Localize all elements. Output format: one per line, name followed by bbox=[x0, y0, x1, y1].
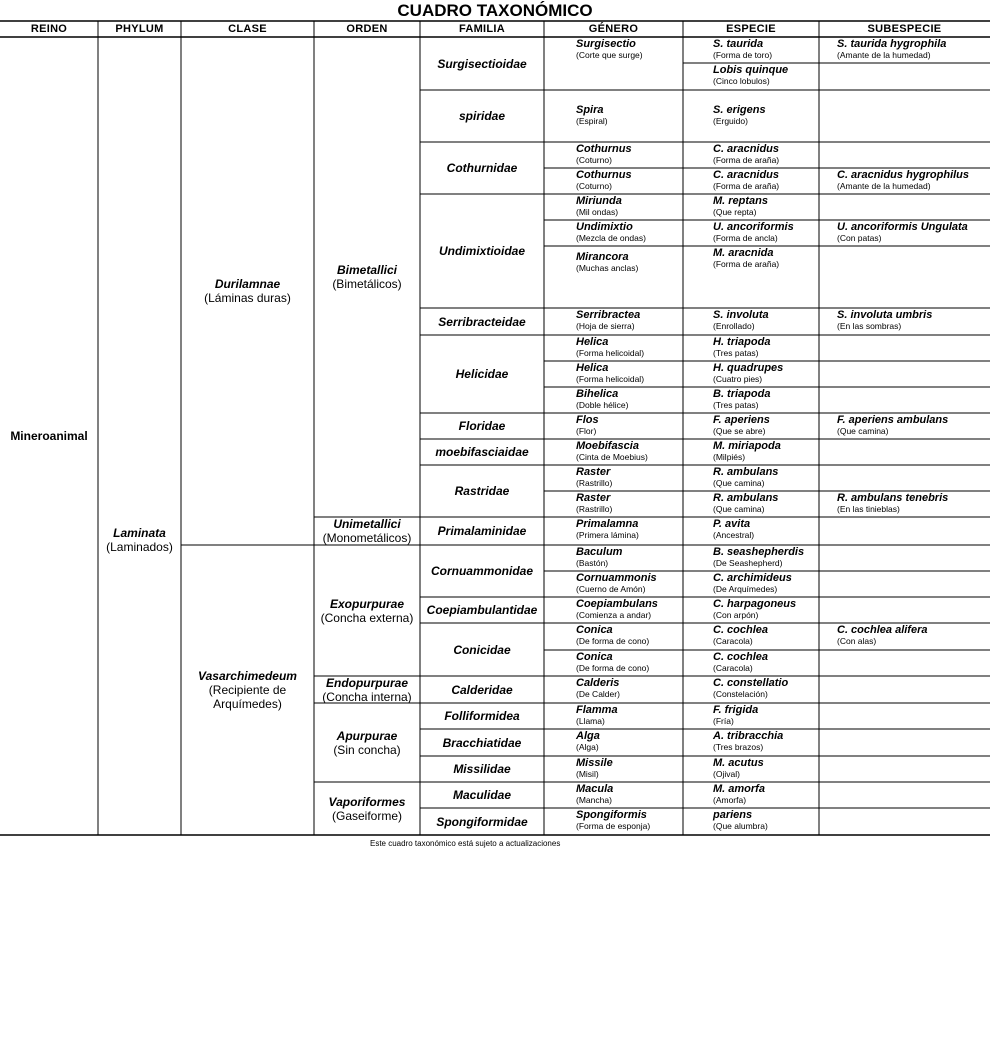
genero-cell bbox=[572, 676, 683, 703]
genero-cell bbox=[572, 168, 683, 194]
especie-sub: (Que camina) bbox=[713, 504, 765, 514]
genero-cell bbox=[572, 729, 683, 756]
especie-cell bbox=[709, 63, 819, 90]
genero-name: Raster bbox=[576, 466, 611, 478]
especie-sub: (Cuatro pies) bbox=[713, 374, 763, 384]
subespecie-sub: (Que camina) bbox=[837, 426, 889, 436]
genero-sub: (Mil ondas) bbox=[576, 207, 619, 217]
genero-name: Calderis bbox=[576, 677, 620, 689]
especie-cell bbox=[709, 220, 819, 246]
orden-unimetallici bbox=[314, 517, 420, 545]
familia-cell: Bracchiatidae bbox=[442, 735, 522, 750]
genero-sub: (Rastrillo) bbox=[576, 504, 613, 514]
reino-cell bbox=[0, 37, 98, 835]
footer-note: Este cuadro taxonómico está sujeto a actualizaciones bbox=[370, 839, 561, 848]
especie-name: B. seashepherdis bbox=[713, 546, 805, 558]
especie-sub: (Tres patas) bbox=[713, 400, 759, 410]
phylum-name: Laminata bbox=[113, 526, 166, 540]
orden-name: Exopurpurae bbox=[329, 596, 404, 611]
especie-sub: (Constelación) bbox=[713, 689, 768, 699]
genero-cell bbox=[572, 194, 683, 220]
especie-cell bbox=[709, 597, 819, 623]
genero-cell bbox=[572, 387, 683, 413]
orden-name: Apurpurae bbox=[336, 728, 398, 743]
especie-sub: (Forma de araña) bbox=[713, 181, 780, 191]
orden-sub: (Sin concha) bbox=[333, 742, 401, 757]
familia-cell: Cornuammonidae bbox=[430, 564, 533, 578]
genero-cell bbox=[572, 782, 683, 808]
especie-cell bbox=[709, 387, 819, 413]
especie-cell bbox=[709, 491, 819, 517]
orden-sub: (Concha interna) bbox=[322, 689, 412, 704]
genero-sub: (Misil) bbox=[576, 769, 599, 779]
subespecie-sub: (Con patas) bbox=[837, 233, 882, 243]
clase-sub: (Recipiente de Arquímedes) bbox=[208, 683, 287, 711]
especie-name: M. amorfa bbox=[713, 783, 765, 795]
familia-cell: Cothurnidae bbox=[446, 161, 518, 175]
genero-name: Flamma bbox=[576, 704, 618, 716]
genero-name: Helica bbox=[576, 336, 609, 348]
especie-sub: (Forma de ancla) bbox=[713, 233, 778, 243]
especie-cell bbox=[709, 545, 819, 571]
familia-cell: Folliformidea bbox=[444, 709, 520, 723]
header-phylum: PHYLUM bbox=[115, 23, 164, 35]
orden-endopurpurae bbox=[314, 676, 420, 703]
especie-cell bbox=[709, 308, 819, 335]
especie-name: C. cochlea bbox=[713, 624, 769, 636]
especie-sub: (De Arquímedes) bbox=[713, 584, 778, 594]
subespecie-name: U. ancoriformis Ungulata bbox=[837, 221, 968, 233]
genero-name: Coepiambulans bbox=[576, 598, 658, 610]
especie-name: B. triapoda bbox=[713, 388, 771, 400]
familia-cell: Conicidae bbox=[453, 642, 511, 657]
especie-sub: (Que se abre) bbox=[713, 426, 766, 436]
genero-sub: (Cuerno de Amón) bbox=[576, 584, 646, 594]
clase-durilamnae bbox=[181, 37, 314, 545]
subespecie-cell bbox=[833, 413, 990, 439]
clase-name: Durilamnae bbox=[214, 277, 281, 291]
subespecie-cell bbox=[833, 168, 990, 194]
especie-sub: (Tres brazos) bbox=[713, 742, 764, 752]
genero-name: Miriunda bbox=[576, 195, 622, 207]
especie-cell bbox=[709, 246, 819, 308]
genero-cell bbox=[572, 142, 683, 168]
orden-sub: (Monometálicos) bbox=[322, 531, 412, 545]
especie-cell bbox=[709, 517, 819, 545]
genero-sub: (Alga) bbox=[576, 742, 599, 752]
familia-cell: Calderidae bbox=[451, 682, 513, 697]
especie-name: F. aperiens bbox=[713, 414, 770, 426]
genero-sub: (Flor) bbox=[576, 426, 597, 436]
especie-name: pariens bbox=[713, 809, 753, 821]
genero-cell bbox=[572, 335, 683, 361]
subespecie-cell bbox=[833, 37, 990, 63]
genero-name: Surgisectio bbox=[576, 38, 636, 50]
especie-sub: (Tres patas) bbox=[713, 348, 759, 358]
especie-sub: (De Seashepherd) bbox=[713, 558, 783, 568]
genero-name: Spira bbox=[576, 104, 604, 116]
especie-sub: (Forma de toro) bbox=[713, 50, 773, 60]
especie-cell bbox=[709, 571, 819, 597]
familia-cell: Helicidae bbox=[455, 367, 509, 381]
subespecie-sub: (En las tinieblas) bbox=[837, 504, 900, 514]
especie-name: P. avita bbox=[713, 518, 751, 530]
especie-cell bbox=[709, 808, 819, 835]
especie-cell bbox=[709, 465, 819, 491]
especie-sub: (Que repta) bbox=[713, 207, 757, 217]
genero-cell bbox=[572, 756, 683, 782]
subespecie-cell bbox=[833, 308, 990, 335]
genero-cell bbox=[572, 220, 683, 246]
orden-vaporiformes bbox=[314, 782, 420, 835]
subespecie-sub: (En las sombras) bbox=[837, 321, 902, 331]
genero-cell bbox=[572, 808, 683, 835]
especie-cell bbox=[709, 782, 819, 808]
familia-cell: Maculidae bbox=[452, 788, 512, 802]
especie-name: S. involuta bbox=[713, 309, 769, 321]
genero-name: Spongiformis bbox=[576, 809, 647, 821]
especie-sub: (Ancestral) bbox=[713, 530, 755, 540]
orden-name: Endopurpurae bbox=[325, 675, 408, 690]
especie-sub: (Con arpón) bbox=[713, 610, 759, 620]
familia-cell: moebifasciaidae bbox=[435, 445, 529, 459]
phylum-label bbox=[98, 520, 181, 560]
especie-sub: (Caracola) bbox=[713, 663, 753, 673]
especie-cell bbox=[709, 439, 819, 465]
especie-name: C. harpagoneus bbox=[713, 598, 797, 610]
header-orden: ORDEN bbox=[346, 23, 388, 35]
especie-name: R. ambulans bbox=[713, 492, 779, 504]
especie-name: A. tribracchia bbox=[713, 730, 784, 742]
genero-sub: (Muchas anclas) bbox=[576, 263, 639, 273]
especie-sub: (Amorfa) bbox=[713, 795, 747, 805]
familia-cell: Rastridae bbox=[454, 484, 510, 498]
reino-name: Mineroanimal bbox=[10, 429, 88, 443]
especie-cell bbox=[709, 103, 819, 142]
genero-sub: (Forma helicoidal) bbox=[576, 374, 645, 384]
clase-name: Vasarchimedeum bbox=[198, 669, 297, 683]
genero-sub: (Rastrillo) bbox=[576, 478, 613, 488]
genero-cell bbox=[572, 361, 683, 387]
subespecie-name: S. taurida hygrophila bbox=[837, 38, 947, 50]
especie-sub: (Caracola) bbox=[713, 636, 753, 646]
subespecie-sub: (Con alas) bbox=[837, 636, 877, 646]
familia-cell: Surgisectioidae bbox=[437, 56, 527, 71]
subespecie-cell bbox=[833, 623, 990, 650]
especie-cell bbox=[709, 413, 819, 439]
especie-name: R. ambulans bbox=[713, 466, 779, 478]
genero-name: Cornuammonis bbox=[576, 572, 657, 584]
subespecie-sub: (Amante de la humedad) bbox=[837, 50, 931, 60]
especie-sub: (Forma de araña) bbox=[713, 155, 780, 165]
genero-sub: (Corte que surge) bbox=[576, 50, 643, 60]
genero-sub: (Hoja de sierra) bbox=[576, 321, 635, 331]
familia-cell: Spongiformidae bbox=[436, 814, 528, 829]
especie-cell bbox=[709, 361, 819, 387]
genero-name: Helica bbox=[576, 362, 609, 374]
orden-exopurpurae bbox=[314, 545, 420, 676]
genero-sub: (De Calder) bbox=[576, 689, 620, 699]
especie-cell bbox=[709, 650, 819, 676]
genero-sub: (Bastón) bbox=[576, 558, 609, 568]
genero-name: Serribractea bbox=[576, 309, 641, 321]
header-subespecie: SUBESPECIE bbox=[867, 23, 942, 35]
genero-sub: (Doble hélice) bbox=[576, 400, 629, 410]
especie-name: M. reptans bbox=[713, 195, 769, 207]
especie-cell bbox=[709, 676, 819, 703]
header-genero: GÉNERO bbox=[588, 23, 639, 35]
orden-name: Unimetallici bbox=[333, 517, 401, 531]
header-familia: FAMILIA bbox=[458, 23, 506, 35]
orden-bimetallici bbox=[314, 37, 420, 517]
familia-cell: Primalaminidae bbox=[437, 524, 527, 538]
subespecie-sub: (Amante de la humedad) bbox=[837, 181, 931, 191]
subespecie-name: S. involuta umbris bbox=[837, 309, 933, 321]
genero-cell bbox=[572, 103, 683, 142]
genero-name: Raster bbox=[576, 492, 611, 504]
especie-sub: (Enrollado) bbox=[713, 321, 755, 331]
genero-cell bbox=[572, 308, 683, 335]
genero-name: Macula bbox=[576, 783, 614, 795]
genero-sub: (Comienza a andar) bbox=[576, 610, 652, 620]
genero-cell bbox=[572, 491, 683, 517]
genero-cell bbox=[572, 597, 683, 623]
subespecie-name: R. ambulans tenebris bbox=[837, 492, 949, 504]
especie-name: C. archimideus bbox=[713, 572, 792, 584]
header-reino: REINO bbox=[30, 23, 68, 35]
especie-cell bbox=[709, 37, 819, 63]
genero-cell bbox=[572, 250, 683, 308]
familia-cell: spiridae bbox=[458, 109, 506, 123]
page-title: CUADRO TAXONÓMICO bbox=[397, 1, 593, 20]
especie-name: M. aracnida bbox=[713, 247, 774, 259]
especie-name: Lobis quinque bbox=[713, 64, 789, 76]
genero-name: Baculum bbox=[576, 546, 623, 558]
especie-cell bbox=[709, 142, 819, 168]
genero-cell bbox=[572, 465, 683, 491]
familia-cell: Serribracteidae bbox=[438, 314, 526, 329]
orden-sub: (Concha externa) bbox=[320, 610, 414, 625]
especie-sub: (Cinco lobulos) bbox=[713, 76, 770, 86]
genero-cell bbox=[572, 623, 683, 649]
genero-sub: (Primera lámina) bbox=[576, 530, 639, 540]
genero-cell bbox=[572, 545, 683, 571]
especie-cell bbox=[709, 756, 819, 782]
genero-cell bbox=[572, 439, 683, 465]
genero-name: Mirancora bbox=[576, 251, 629, 263]
genero-sub: (Forma de esponja) bbox=[576, 821, 651, 831]
genero-name: Bihelica bbox=[576, 388, 619, 400]
especie-cell bbox=[709, 168, 819, 194]
especie-sub: (Milpiés) bbox=[713, 452, 746, 462]
especie-name: S. erigens bbox=[713, 104, 766, 116]
especie-name: U. ancoriformis bbox=[713, 221, 794, 233]
especie-name: C. cochlea bbox=[713, 651, 769, 663]
especie-name: M. acutus bbox=[713, 757, 764, 769]
genero-name: Moebifascia bbox=[576, 440, 639, 452]
genero-cell bbox=[572, 37, 683, 90]
genero-sub: (De forma de cono) bbox=[576, 636, 650, 646]
genero-sub: (Coturno) bbox=[576, 181, 612, 191]
familia-cell: Missilidae bbox=[453, 762, 511, 776]
genero-sub: (Cinta de Moebius) bbox=[576, 452, 648, 462]
genero-sub: (Forma helicoidal) bbox=[576, 348, 645, 358]
genero-cell bbox=[572, 650, 683, 676]
genero-name: Flos bbox=[576, 414, 599, 426]
orden-apurpurae bbox=[314, 703, 420, 782]
familia-cell: Undimixtioidae bbox=[438, 244, 525, 258]
orden-name: Bimetallici bbox=[336, 263, 398, 277]
subespecie-name: C. aracnidus hygrophilus bbox=[837, 169, 970, 181]
subespecie-cell bbox=[833, 491, 990, 517]
especie-sub: (Que alumbra) bbox=[713, 821, 768, 831]
genero-cell bbox=[572, 703, 683, 729]
especie-name: M. miriapoda bbox=[713, 440, 781, 452]
genero-name: Missile bbox=[576, 757, 613, 769]
genero-name: Undimixtio bbox=[576, 221, 633, 233]
genero-name: Alga bbox=[576, 730, 600, 742]
header-clase: CLASE bbox=[228, 23, 267, 35]
orden-sub: (Gaseiforme) bbox=[331, 808, 402, 823]
phylum-sub: (Laminados) bbox=[106, 540, 173, 554]
especie-cell bbox=[709, 703, 819, 729]
genero-cell bbox=[572, 517, 683, 545]
genero-name: Conica bbox=[576, 624, 613, 636]
genero-name: Cothurnus bbox=[576, 169, 632, 181]
especie-sub: (Ojival) bbox=[713, 769, 740, 779]
especie-name: H. quadrupes bbox=[713, 362, 784, 374]
especie-name: C. aracnidus bbox=[713, 143, 780, 155]
subespecie-name: C. cochlea alifera bbox=[837, 624, 928, 636]
especie-cell bbox=[709, 623, 819, 650]
genero-name: Conica bbox=[576, 651, 613, 663]
familia-cell: Coepiambulantidae bbox=[426, 603, 538, 617]
genero-sub: (Llama) bbox=[576, 716, 605, 726]
especie-sub: (Forma de araña) bbox=[713, 259, 780, 269]
especie-sub: (Fría) bbox=[713, 716, 734, 726]
familia-cell: Floridae bbox=[458, 419, 506, 433]
especie-cell bbox=[709, 729, 819, 756]
especie-name: H. triapoda bbox=[713, 336, 771, 348]
genero-sub: (Mancha) bbox=[576, 795, 612, 805]
especie-name: S. taurida bbox=[713, 38, 764, 50]
genero-cell bbox=[572, 413, 683, 439]
especie-cell bbox=[709, 335, 819, 361]
clase-sub: (Láminas duras) bbox=[204, 291, 291, 305]
orden-sub: (Bimetálicos) bbox=[332, 277, 402, 291]
especie-name: C. constellatio bbox=[713, 677, 789, 689]
orden-name: Vaporiformes bbox=[328, 794, 406, 809]
genero-name: Primalamna bbox=[576, 518, 639, 530]
especie-name: C. aracnidus bbox=[713, 169, 780, 181]
especie-name: F. frigida bbox=[713, 704, 759, 716]
genero-sub: (De forma de cono) bbox=[576, 663, 650, 673]
genero-sub: (Coturno) bbox=[576, 155, 612, 165]
genero-name: Cothurnus bbox=[576, 143, 632, 155]
subespecie-name: F. aperiens ambulans bbox=[837, 414, 949, 426]
subespecie-cell bbox=[833, 220, 990, 246]
especie-cell bbox=[709, 194, 819, 220]
genero-sub: (Mezcla de ondas) bbox=[576, 233, 646, 243]
clase-vasarchimedeum bbox=[181, 545, 314, 835]
especie-sub: (Que camina) bbox=[713, 478, 765, 488]
genero-cell bbox=[572, 571, 683, 597]
especie-sub: (Erguido) bbox=[713, 116, 748, 126]
header-especie: ESPECIE bbox=[726, 23, 776, 35]
genero-sub: (Espiral) bbox=[576, 116, 608, 126]
